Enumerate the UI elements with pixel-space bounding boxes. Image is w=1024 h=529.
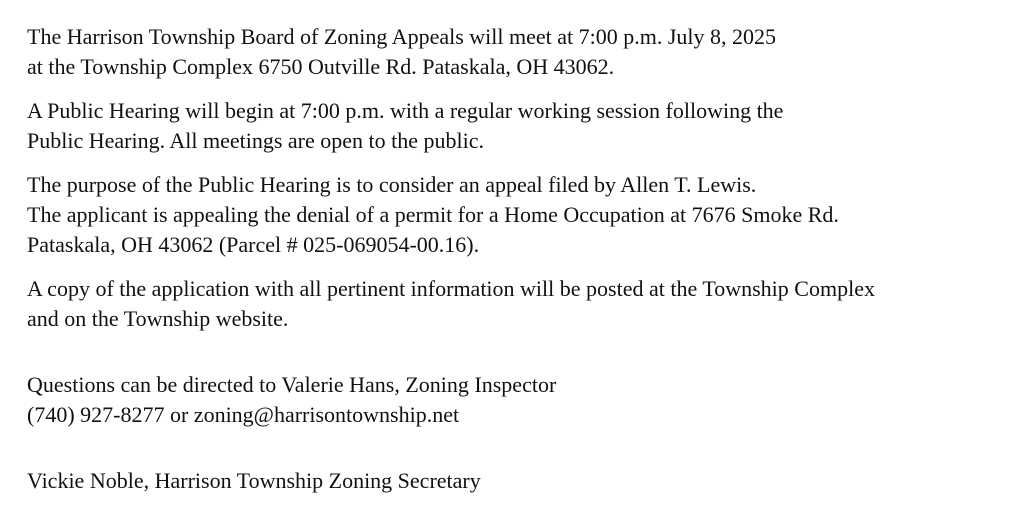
questions-line: Questions can be directed to Valerie Hans, Zoning Inspector — [27, 372, 557, 397]
signature: Vickie Noble, Harrison Township Zoning Secretary — [27, 468, 481, 493]
purpose-line: The applicant is appealing the denial of a permit for a Home Occupation at 7676 Smoke Rd. — [27, 202, 839, 227]
contact-line: (740) 927-8277 or zoning@harrisontownship.net — [27, 402, 460, 427]
public-notice — [27, 22, 1017, 496]
meeting-paragraph — [27, 22, 1017, 82]
copy-line: and on the Township website. — [27, 306, 289, 331]
meeting-line: at the Township Complex 6750 Outville Rd. Pataskala, OH 43062. — [27, 54, 615, 79]
purpose-paragraph — [27, 170, 1017, 260]
copy-line: A copy of the application with all pertinent information will be posted at the Township Complex — [27, 276, 875, 301]
purpose-line: The purpose of the Public Hearing is to consider an appeal filed by Allen T. Lewis. — [27, 172, 757, 197]
hearing-line: A Public Hearing will begin at 7:00 p.m. with a regular working session following the — [27, 98, 784, 123]
questions-paragraph — [27, 370, 1017, 430]
hearing-line: Public Hearing. All meetings are open to the public. — [27, 128, 485, 153]
hearing-paragraph — [27, 96, 1017, 156]
meeting-line: The Harrison Township Board of Zoning Appeals will meet at 7:00 p.m. July 8, 2025 — [27, 24, 777, 49]
purpose-line: Pataskala, OH 43062 (Parcel # 025-069054-00.16). — [27, 232, 480, 257]
copy-paragraph — [27, 274, 1017, 334]
